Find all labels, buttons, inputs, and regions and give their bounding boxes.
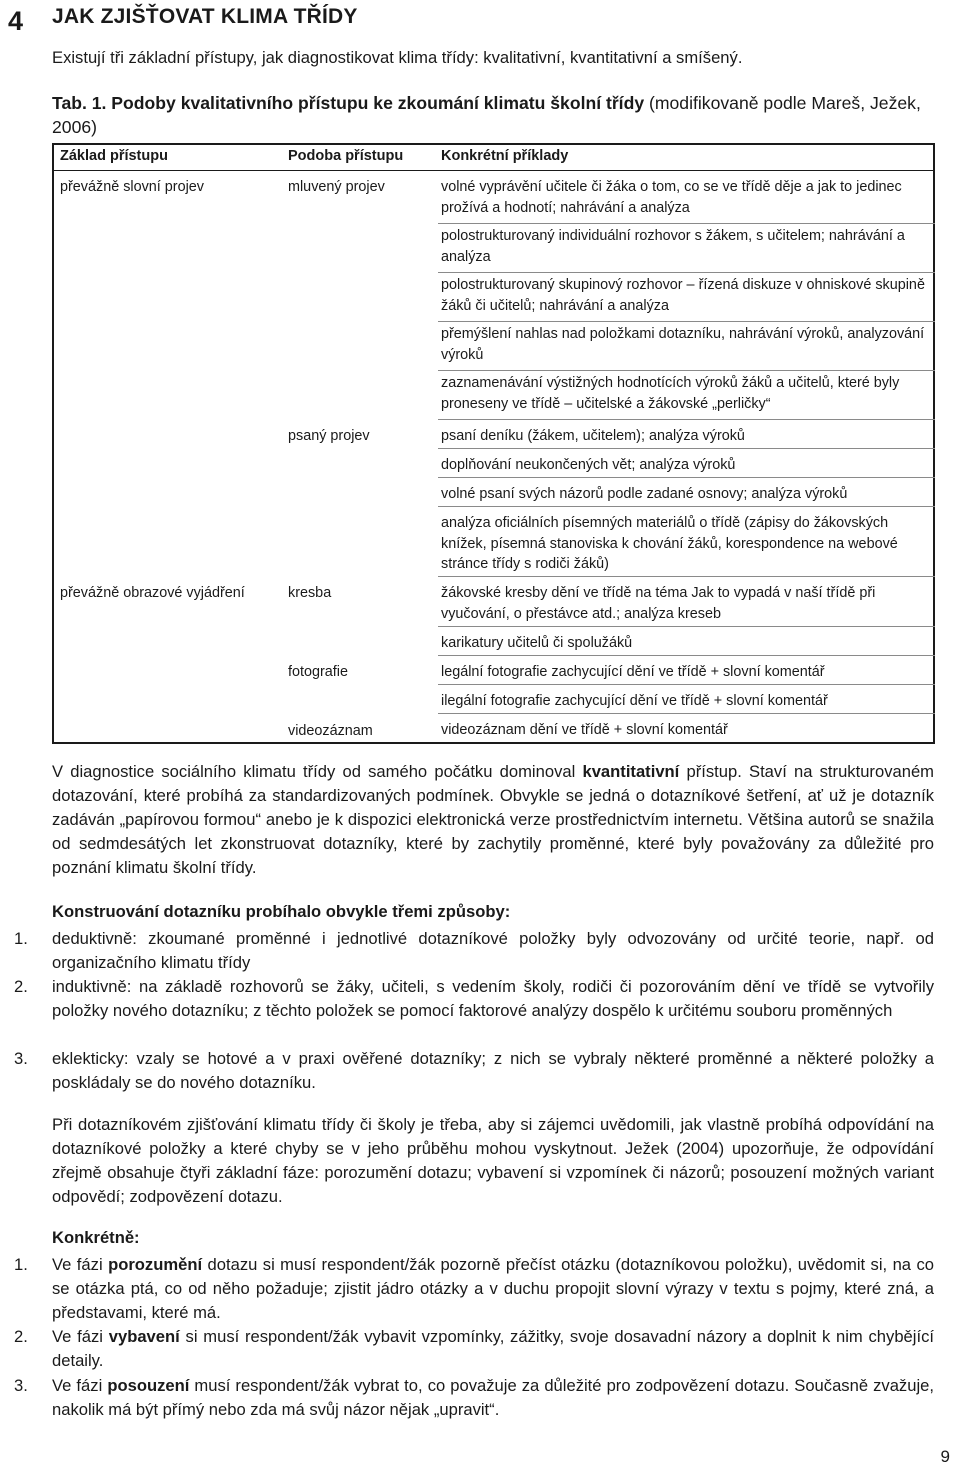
list2-item-bold: posouzení: [107, 1376, 190, 1395]
table-example: polostrukturovaný individuální rozhovor s žákem, s učitelem; nahrávání a analýza: [441, 228, 905, 265]
table-example: analýza oficiálních písemných materiálů o třídě (zápisy do žákovských knížek, písemná stanoviska k chování žáků, korespondence na webové stránce třídy s rodiči žáků): [441, 515, 898, 572]
list-number: 3.: [14, 1376, 28, 1395]
table-row-divider: [438, 370, 935, 371]
list1-item: deduktivně: zkoumané proměnné i jednotlivé dotazníkové položky byly odvozovány od určité teorie, např. od organizačního klimatu třídy: [52, 929, 934, 972]
table-form-video: videozáznam: [288, 723, 373, 739]
list1-item: induktivně: na základě rozhovorů se žáky, učiteli, s vedením školy, rodiči či pozorováním dění ve třídě se vytvořily položky nového dotazníku; z těchto položek se pomocí faktorové analýzy dospělo k určitému souboru proměnných: [52, 977, 934, 1020]
table-header-divider: [52, 170, 935, 171]
list-number: 1.: [14, 1255, 28, 1274]
list-number: 2.: [14, 1327, 28, 1346]
table-example: volné psaní svých názorů podle zadané osnovy; analýza výroků: [441, 486, 848, 502]
table-row-divider: [438, 713, 935, 714]
table-form-written: psaný projev: [288, 428, 370, 444]
table-row-divider: [438, 321, 935, 322]
paragraph-answering: Při dotazníkovém zjišťování klimatu třídy či školy je třeba, aby si zájemci uvědomili, jak vlastně probíhá odpovídání na dotazníkové položky a které chyby se v jeho průběhu mohou vyskytnout. Ježek (2004) upozorňuje, že odpovídání zřejmě obsahuje čtyři základní fáze: porozumění dotazu; vybavení si vzpomínek či názorů; posouzení možných variant odpovědí; zodpovězení dotazu.: [52, 1115, 934, 1206]
table-row-divider: [438, 626, 935, 627]
table-example: videozáznam dění ve třídě + slovní komentář: [441, 722, 728, 738]
table-header-form: Podoba přístupu: [288, 148, 404, 164]
para1-part-c: přístup. Staví na strukturovaném dotazování, které probíhá za standardizovaných podmínek. Obvykle se jedná o dotazníkové šetření, ať už je dotazník zadáván „papírovou formou“ anebo je k dispozici elektronická verze prostřednictvím internetu. Většina autorů se snažila od sedmdesátých let zkonstruovat dotazníky, které by zachytily proměnné, které byly považovány za důležité pro poznání klimatu školní třídy.: [52, 762, 934, 877]
chapter-title: JAK ZJIŠŤOVAT KLIMA TŘÍDY: [52, 5, 358, 28]
para1-part-a: V diagnostice sociálního klimatu třídy od samého počátku dominoval: [52, 762, 583, 781]
list-number: 3.: [14, 1049, 28, 1068]
table-example: zaznamenávání výstižných hodnotících výroků žáků a učitelů, které byly proneseny ve třídě – učitelské a žákovské „perličky“: [441, 375, 900, 412]
table-form-spoken: mluvený projev: [288, 179, 385, 195]
table-caption-normal: (modifikovaně podle Mareš, Ježek, 2006): [52, 93, 921, 137]
table-row-divider: [438, 506, 935, 507]
table-header-examples: Konkrétní příklady: [441, 148, 569, 164]
table-example: doplňování neukončených vět; analýza výroků: [441, 457, 736, 473]
table-caption: [52, 91, 942, 139]
list2-item-c: si musí respondent/žák vybavit vzpomínky, zážitky, svoje dosavadní názory a doplnit k nim chybějící detaily.: [52, 1327, 934, 1370]
list2-item-c: musí respondent/žák vybrat to, co považuje za důležité pro zodpovězení dotazu. Současně zvažuje, nakolik má být přímý nebo zda má svůj názor nějak „upravit“.: [52, 1376, 934, 1419]
table-row-divider: [438, 576, 935, 577]
list1-heading: Konstruování dotazníku probíhalo obvykle třemi způsoby:: [52, 902, 511, 921]
list2-item-a: Ve fázi: [52, 1376, 108, 1395]
chapter-number: 4: [8, 6, 24, 36]
table-basis-verbal: převážně slovní projev: [60, 179, 204, 195]
table-form-photo: fotografie: [288, 664, 349, 680]
table-example: ilegální fotografie zachycující dění ve třídě + slovní komentář: [441, 693, 828, 709]
table-row-divider: [438, 448, 935, 449]
list2-item: [52, 1253, 934, 1325]
list2-item: [52, 1374, 934, 1422]
list1-item: eklekticky: vzaly se hotové a v praxi ověřené dotazníky; z nich se vybraly některé proměnné a některé položky a poskládaly se do nového dotazníku.: [52, 1049, 934, 1092]
table-example: karikatury učitelů či spolužáků: [441, 635, 633, 651]
list-number: 1.: [14, 929, 28, 948]
intro-paragraph: Existují tři základní přístupy, jak diagnostikovat klima třídy: kvalitativní, kvantitativní a smíšený.: [52, 48, 743, 67]
table-row-divider: [438, 419, 935, 420]
table-row-divider: [438, 223, 935, 224]
para1-bold: kvantitativní: [582, 762, 680, 781]
table-header-basis: Základ přístupu: [60, 148, 168, 164]
list2-item-c: dotazu si musí respondent/žák pozorně přečíst otázku (dotazníkovou položku), uvědomit si, na co se otázka ptá, co od něho požaduje; zjistit jádro otázky a v duchu propojit slovní výrazy v textu s pojmy, které zná, a představami, které má.: [52, 1255, 934, 1322]
table-row-divider: [438, 477, 935, 478]
list2-item-bold: porozumění: [108, 1255, 203, 1274]
list2-item: [52, 1325, 934, 1373]
table-row-divider: [438, 655, 935, 656]
paragraph-quantitative: [52, 760, 934, 880]
list2-item-bold: vybavení: [108, 1327, 180, 1346]
table-example: volné vyprávění učitele či žáka o tom, co se ve třídě děje a jak to jedinec prožívá a hodnotí; nahrávání a analýza: [441, 179, 902, 216]
table-row-divider: [438, 272, 935, 273]
list2-item-a: Ve fázi: [52, 1327, 109, 1346]
table-form-drawing: kresba: [288, 585, 332, 601]
table-caption-bold: Tab. 1. Podoby kvalitativního přístupu ke zkoumání klimatu školní třídy: [52, 93, 645, 113]
table-example: přemýšlení nahlas nad položkami dotazníku, nahrávání výroků, analyzování výroků: [441, 326, 925, 363]
page-number: 9: [940, 1447, 950, 1466]
list-number: 2.: [14, 977, 28, 996]
table-basis-visual: převážně obrazové vyjádření: [60, 585, 245, 601]
table-example: žákovské kresby dění ve třídě na téma Jak to vypadá v naší třídě při vyučování, o přestávce atd.; analýza kreseb: [441, 585, 876, 622]
table-example: psaní deníku (žákem, učitelem); analýza výroků: [441, 428, 745, 444]
table-example: legální fotografie zachycující dění ve třídě + slovní komentář: [441, 664, 825, 680]
table-row-divider: [438, 684, 935, 685]
list2-item-a: Ve fázi: [52, 1255, 109, 1274]
list2-heading: Konkrétně:: [52, 1228, 140, 1247]
table-example: polostrukturovaný skupinový rozhovor – řízená diskuze v ohniskové skupině žáků či učitelů; nahrávání a analýza: [441, 277, 925, 314]
